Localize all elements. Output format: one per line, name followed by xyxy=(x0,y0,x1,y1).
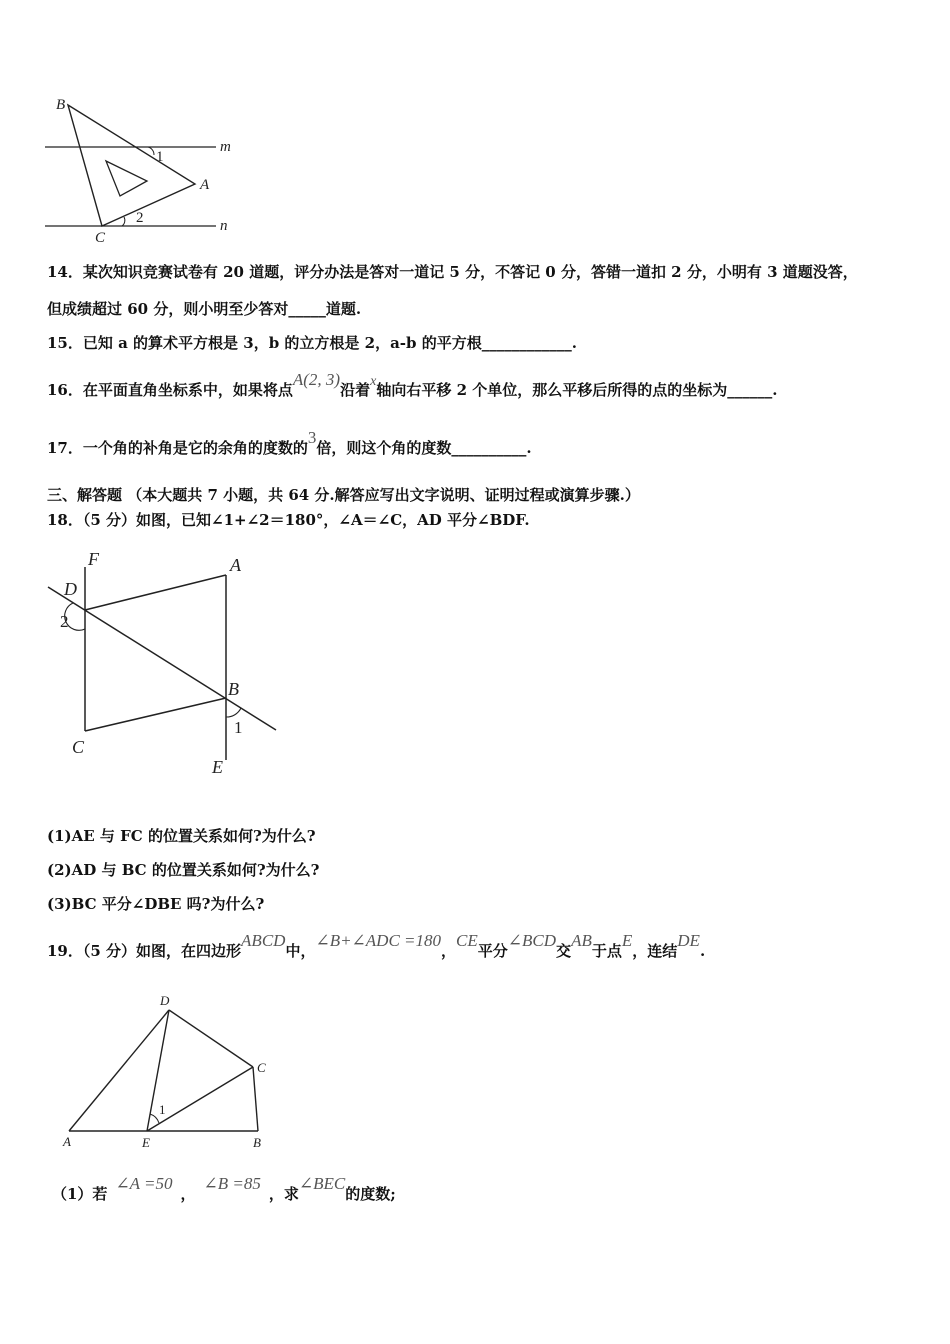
question-15: 15．已知 a 的算术平方根是 3，b 的立方根是 2，a-b 的平方根____________. xyxy=(47,334,577,352)
question-19-stem xyxy=(47,931,706,961)
question-18-part-1: (1)AE 与 FC 的位置关系如何?为什么? xyxy=(47,827,316,845)
question-14-line-1: 14．某次知识竞赛试卷有 20 道题，评分办法是答对一道记 5 分，不答记 0 分，答错一道扣 2 分，小明有 3 道题没答， xyxy=(47,263,858,281)
label-angle-2: 2 xyxy=(60,612,69,631)
q19-text-3: 平分 xyxy=(477,942,508,960)
figure-3-svg xyxy=(55,990,285,1155)
label-angle-2: 2 xyxy=(136,210,144,226)
q17-text-pre: 17．一个角的补角是它的余角的度数的 xyxy=(47,439,308,457)
figure-q18 xyxy=(40,545,290,780)
q19-text-pre: 19．（5 分）如图，在四边形 xyxy=(47,942,242,960)
label-A: A xyxy=(230,555,241,575)
q16-text-pre: 16．在平面直角坐标系中，如果将点 xyxy=(47,381,293,399)
q19-1-angle-b: ∠B =85 xyxy=(203,1174,261,1193)
label-A: A xyxy=(200,177,210,193)
label-D: D xyxy=(160,993,170,1008)
question-18-part-2: (2)AD 与 BC 的位置关系如何?为什么? xyxy=(47,861,320,879)
q19-ab: AB xyxy=(571,931,592,950)
outer-triangle xyxy=(68,105,195,226)
segment-AD xyxy=(69,1010,169,1131)
figure-1-svg xyxy=(40,95,240,245)
label-angle-1: 1 xyxy=(159,1102,166,1117)
question-19-part-1 xyxy=(52,1174,396,1204)
q19-text-7: . xyxy=(699,942,706,960)
label-E: E xyxy=(142,1135,150,1150)
label-B: B xyxy=(56,97,66,113)
q19-text-4: 交 xyxy=(556,942,572,960)
q19-1-text-2: ，求 xyxy=(268,1185,299,1203)
label-C: C xyxy=(95,230,106,246)
q19-text-6: ，连结 xyxy=(632,942,678,960)
q16-point: A(2, 3) xyxy=(292,370,341,389)
label-angle-1: 1 xyxy=(234,718,243,737)
figure-q19 xyxy=(55,990,285,1155)
label-F: F xyxy=(88,549,99,569)
label-C: C xyxy=(72,737,85,757)
q19-condition: ∠B+∠ADC =180 xyxy=(315,931,442,950)
q19-quad: ABCD xyxy=(241,931,286,950)
q19-text-5: 于点 xyxy=(591,942,622,960)
q19-1-angle-a: ∠A =50 xyxy=(115,1174,173,1193)
label-n: n xyxy=(220,218,228,234)
segment-CE xyxy=(147,1067,253,1131)
angle-2-arc xyxy=(122,217,125,226)
figure-2-svg xyxy=(40,545,290,780)
q19-ce: CE xyxy=(456,931,478,950)
q19-bcd: ∠BCD xyxy=(507,931,557,950)
label-C: C xyxy=(257,1060,266,1075)
label-angle-1: 1 xyxy=(156,149,164,165)
label-A: A xyxy=(63,1134,71,1149)
angle-1-arc xyxy=(150,1114,159,1123)
q19-1-text-pre: （1）若 xyxy=(52,1185,108,1203)
label-m: m xyxy=(220,139,231,155)
q19-text-1: 中， xyxy=(285,942,316,960)
line-transversal xyxy=(48,587,276,730)
angle-1-arc xyxy=(148,147,154,155)
q17-text-post: 倍，则这个角的度数__________. xyxy=(316,439,532,457)
question-17 xyxy=(47,428,532,458)
question-14-line-2: 但成绩超过 60 分，则小明至少答对_____道题. xyxy=(47,300,362,318)
segment-DE xyxy=(147,1010,169,1131)
line-DA xyxy=(85,575,226,610)
q16-text-mid: 沿着 xyxy=(340,381,371,399)
q19-1-text-1: ， xyxy=(180,1185,196,1203)
angle-1-arc xyxy=(226,708,241,717)
q16-axis: x xyxy=(370,374,377,389)
q17-factor: 3 xyxy=(307,428,317,447)
inner-triangle xyxy=(106,161,147,196)
segment-CB xyxy=(253,1067,258,1131)
label-B: B xyxy=(253,1135,261,1150)
label-E: E xyxy=(212,757,223,777)
question-18-stem: 18．（5 分）如图，已知∠1+∠2＝180°，∠A＝∠C，AD 平分∠BDF. xyxy=(47,511,530,529)
label-D: D xyxy=(64,579,77,599)
question-16 xyxy=(47,370,778,402)
q19-1-text-post: 的度数; xyxy=(345,1185,396,1203)
label-B: B xyxy=(228,679,239,699)
figure-triangle-parallel-lines xyxy=(40,95,240,245)
question-18-part-3: (3)BC 平分∠DBE 吗?为什么? xyxy=(47,895,265,913)
q19-de: DE xyxy=(677,931,700,950)
q16-text-post: 轴向右平移 2 个单位，那么平移后所得的点的坐标为______. xyxy=(376,381,778,399)
segment-DC xyxy=(169,1010,253,1067)
q19-1-angle-bec: ∠BEC xyxy=(298,1174,346,1193)
q19-text-2: ， xyxy=(441,942,457,960)
q19-e: E xyxy=(621,931,633,950)
section-3-heading: 三、解答题 （本大题共 7 小题，共 64 分.解答应写出文字说明、证明过程或演算步骤.） xyxy=(47,486,640,504)
line-CB xyxy=(85,698,226,731)
